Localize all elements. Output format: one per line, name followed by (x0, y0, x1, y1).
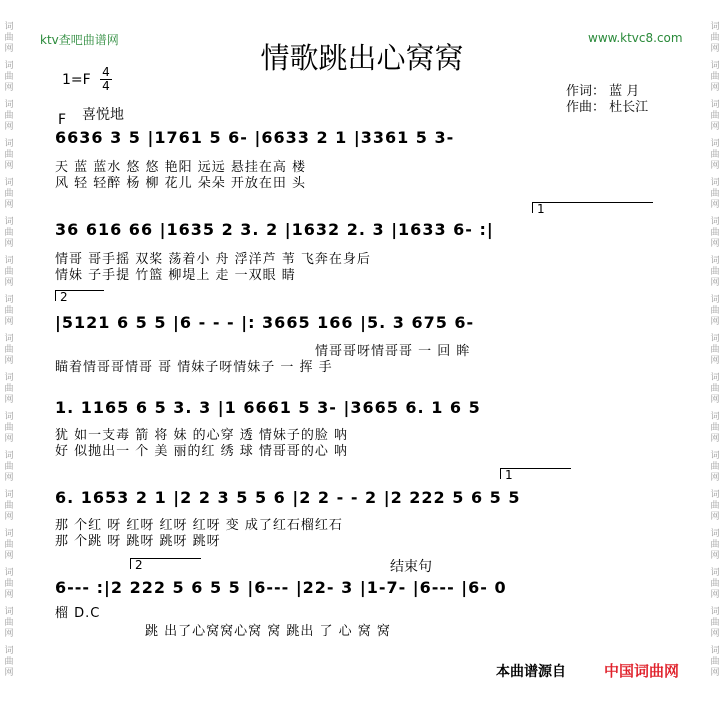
meter-bottom: 4 (100, 79, 112, 93)
volta-bracket-1b (500, 468, 571, 482)
lyric-line-3a: 情哥哥呀情哥哥 一 回 眸 (315, 344, 471, 359)
lyric-line-2b: 情妹 子手提 竹篮 柳堤上 走 一双眼 睛 (55, 268, 296, 283)
side-watermark-right: 词 曲 网 词 曲 网 词 曲 网 词 曲 网 词 曲 网 词 曲 网 词 曲 网 词 曲 网 词 曲 网 词 曲 网 词 曲 网 词 曲 网 词 曲 网 词 曲 网 词 曲 网 词 曲 网 词 曲 网 (710, 22, 720, 678)
composer-credit: 作曲： 杜长江 (566, 100, 649, 115)
lyric-line-5a: 那 个红 呀 红呀 红呀 红呀 变 成了红石榴红石 (55, 518, 343, 533)
volta-bracket-1 (532, 202, 653, 216)
site-url-right: www.ktvc8.com (588, 31, 683, 45)
volta-2-number: 2 (60, 290, 68, 304)
volta-2b-number: 2 (135, 558, 143, 572)
lyric-line-4a: 犹 如一支毒 箭 将 妹 的心穿 透 情妹子的脸 呐 (55, 428, 349, 443)
site-name-left: ktv查吧曲谱网 (40, 33, 119, 47)
lyric-line-1b: 风 轻 轻醉 杨 柳 花儿 朵朵 开放在田 头 (55, 176, 307, 191)
volta-1b-number: 1 (505, 468, 513, 482)
lyric-line-6a: 跳 出了心窝窝心窝 窝 跳出 了 心 窝 窝 (145, 624, 391, 639)
lyricist-credit: 作词： 蓝 月 (566, 84, 640, 99)
side-watermark-left: 词 曲 网 词 曲 网 词 曲 网 词 曲 网 词 曲 网 词 曲 网 词 曲 网 词 曲 网 词 曲 网 词 曲 网 词 曲 网 词 曲 网 词 曲 网 词 曲 网 词 曲 网 词 曲 网 词 曲 网 (4, 22, 14, 678)
notation-line-6: 6--- :|2 222 5 6 5 5 |6--- |22- 3 |1-7- |6--- |6- 0 (55, 578, 507, 597)
time-signature (100, 66, 112, 93)
expression-mark: 喜悦地 (82, 107, 124, 123)
ending-label: 结束句 (390, 559, 432, 575)
source-brand-link[interactable]: 中国词曲网 (604, 662, 680, 680)
notation-line-2: 36 616 66 |1635 2 3. 2 |1632 2. 3 |1633 6- :| (55, 220, 494, 239)
meter-top: 4 (102, 65, 110, 79)
lyric-line-3b: 瞄着情哥哥情哥 哥 情妹子呀情妹子 一 挥 手 (55, 360, 333, 375)
lyric-line-2a: 情哥 哥手摇 双桨 荡着小 舟 浮洋芦 苇 飞奔在身后 (55, 252, 371, 267)
notation-line-3: |5121 6 5 5 |6 - - - |: 3665 166 |5. 3 675 6- (55, 313, 475, 332)
lyric-line-1a: 天 蓝 蓝水 悠 悠 艳阳 远远 悬挂在高 楼 (55, 160, 307, 175)
source-text: 本曲谱源自 (496, 664, 566, 680)
key-signature: 1=F (62, 72, 91, 88)
chord-label: F (58, 112, 67, 128)
volta-bracket-2b (130, 558, 201, 572)
lyric-line-5b: 那 个跳 呀 跳呀 跳呀 跳呀 (55, 534, 221, 549)
notation-line-4: 1. 1165 6 5 3. 3 |1 6661 5 3- |3665 6. 1 6 5 (55, 398, 481, 417)
notation-line-5: 6. 1653 2 1 |2 2 3 5 5 6 |2 2 - - 2 |2 222 5 6 5 5 (55, 488, 521, 507)
lyric-line-6-marks: 榴 D.C (55, 606, 101, 621)
volta-bracket-2 (55, 290, 104, 304)
song-title: 情歌跳出心窝窝 (260, 41, 464, 75)
volta-1-number: 1 (537, 202, 545, 216)
notation-line-1: 6636 3 5 |1761 5 6- |6633 2 1 |3361 5 3- (55, 128, 455, 147)
lyric-line-4b: 好 似抛出一 个 美 丽的红 绣 球 情哥哥的心 呐 (55, 444, 349, 459)
